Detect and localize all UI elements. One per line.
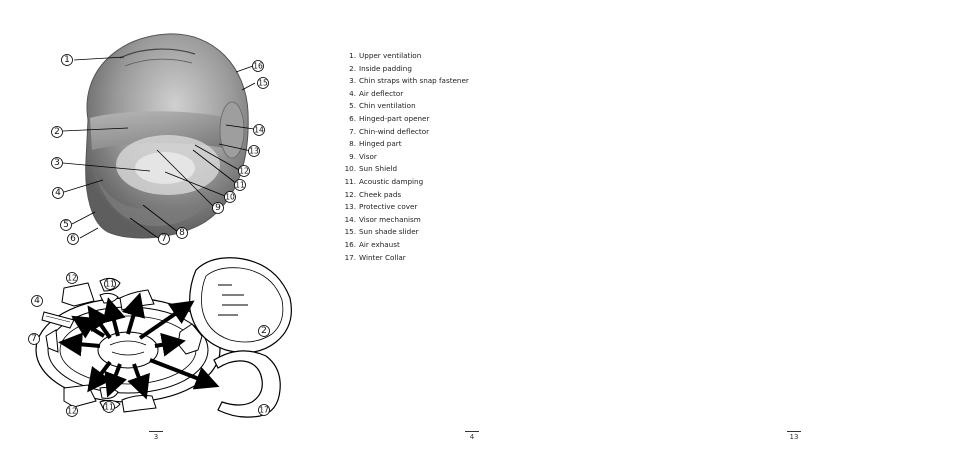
list-item: 8. Hinged part xyxy=(349,139,402,149)
list-item: 5. Chin ventilation xyxy=(349,101,416,111)
svg-text:2: 2 xyxy=(261,326,267,336)
svg-text:3: 3 xyxy=(54,158,60,168)
callout-8-icon xyxy=(177,228,188,239)
padding-callout-12-bottom-icon xyxy=(67,406,78,417)
svg-text:10: 10 xyxy=(225,192,235,202)
callout-2-icon xyxy=(52,127,63,138)
page-number-right: 13 xyxy=(784,433,804,441)
list-item: 3. Chin straps with snap fastener xyxy=(349,76,469,86)
list-item: 4. Air deflector xyxy=(349,88,404,98)
callout-6-icon xyxy=(68,234,79,245)
callout-7-icon xyxy=(159,234,170,245)
padding-callout-11-top-icon xyxy=(105,279,116,290)
callout-5-icon xyxy=(61,220,72,231)
svg-text:9: 9 xyxy=(215,203,221,213)
svg-text:8: 8 xyxy=(179,228,185,238)
list-item: 2. Inside padding xyxy=(349,63,412,73)
parts-list xyxy=(336,50,469,264)
svg-text:7: 7 xyxy=(161,234,167,244)
page-middle xyxy=(318,0,636,456)
padding-callout-17-icon xyxy=(259,405,270,416)
svg-text:5: 5 xyxy=(63,220,69,230)
svg-text:11: 11 xyxy=(104,402,114,412)
svg-text:12: 12 xyxy=(239,166,249,176)
svg-text:2: 2 xyxy=(54,127,60,137)
svg-text:17: 17 xyxy=(259,405,269,415)
list-item: 15. Sun shade slider xyxy=(344,227,419,237)
list-item: 16. Air exhaust xyxy=(344,239,400,249)
callout-14-icon xyxy=(254,125,265,136)
list-item: 11. Acoustic damping xyxy=(344,176,424,186)
padding-callout-11-bottom-icon xyxy=(104,402,115,413)
list-item: 14. Visor mechanism xyxy=(344,214,421,224)
svg-text:15: 15 xyxy=(258,78,268,88)
svg-text:14: 14 xyxy=(254,125,264,135)
page-number-left: 3 xyxy=(146,433,166,441)
helmet-figure xyxy=(0,0,318,456)
list-item: 1. Upper ventilation xyxy=(349,51,422,60)
callout-13-icon xyxy=(249,146,260,157)
list-item: 6. Hinged-part opener xyxy=(349,113,430,123)
svg-text:16: 16 xyxy=(253,61,263,71)
svg-text:11: 11 xyxy=(105,279,115,289)
list-item: 12. Cheek pads xyxy=(344,189,402,199)
svg-text:4: 4 xyxy=(34,296,40,306)
callout-16-icon xyxy=(253,61,264,72)
callout-15-icon xyxy=(258,78,269,89)
padding-callout-4-icon xyxy=(32,296,43,307)
padding-callout-2-icon xyxy=(259,326,270,337)
callout-3-icon xyxy=(52,158,63,169)
svg-text:11: 11 xyxy=(235,180,245,190)
page-right xyxy=(636,0,954,456)
svg-text:13: 13 xyxy=(249,146,259,156)
list-item: 10. Sun Shield xyxy=(344,164,398,174)
callout-11-icon xyxy=(235,180,246,191)
svg-text:4: 4 xyxy=(55,188,61,198)
svg-text:7: 7 xyxy=(31,334,37,344)
padding-callout-7-icon xyxy=(29,334,40,345)
callout-4-icon xyxy=(53,188,64,199)
callout-1-icon xyxy=(62,55,73,66)
callout-10-icon xyxy=(225,192,236,203)
svg-text:12: 12 xyxy=(67,273,77,283)
padding-callout-12-top-icon xyxy=(67,273,78,284)
svg-text:1: 1 xyxy=(64,55,70,65)
callout-9-icon xyxy=(213,203,224,214)
svg-text:6: 6 xyxy=(70,234,76,244)
list-item: 7. Chin-wind deflector xyxy=(349,126,430,136)
list-item: 9. Visor xyxy=(349,151,377,161)
callout-12-icon xyxy=(239,166,250,177)
cheek-pad-top xyxy=(62,283,94,306)
list-item: 17. Winter Collar xyxy=(344,252,406,262)
padding-diagram xyxy=(29,258,292,417)
svg-text:12: 12 xyxy=(67,406,77,416)
page-left xyxy=(0,0,318,456)
list-item: 13. Protective cover xyxy=(344,202,418,212)
page-number-middle: 4 xyxy=(462,433,482,441)
winter-collar-part xyxy=(214,351,280,417)
